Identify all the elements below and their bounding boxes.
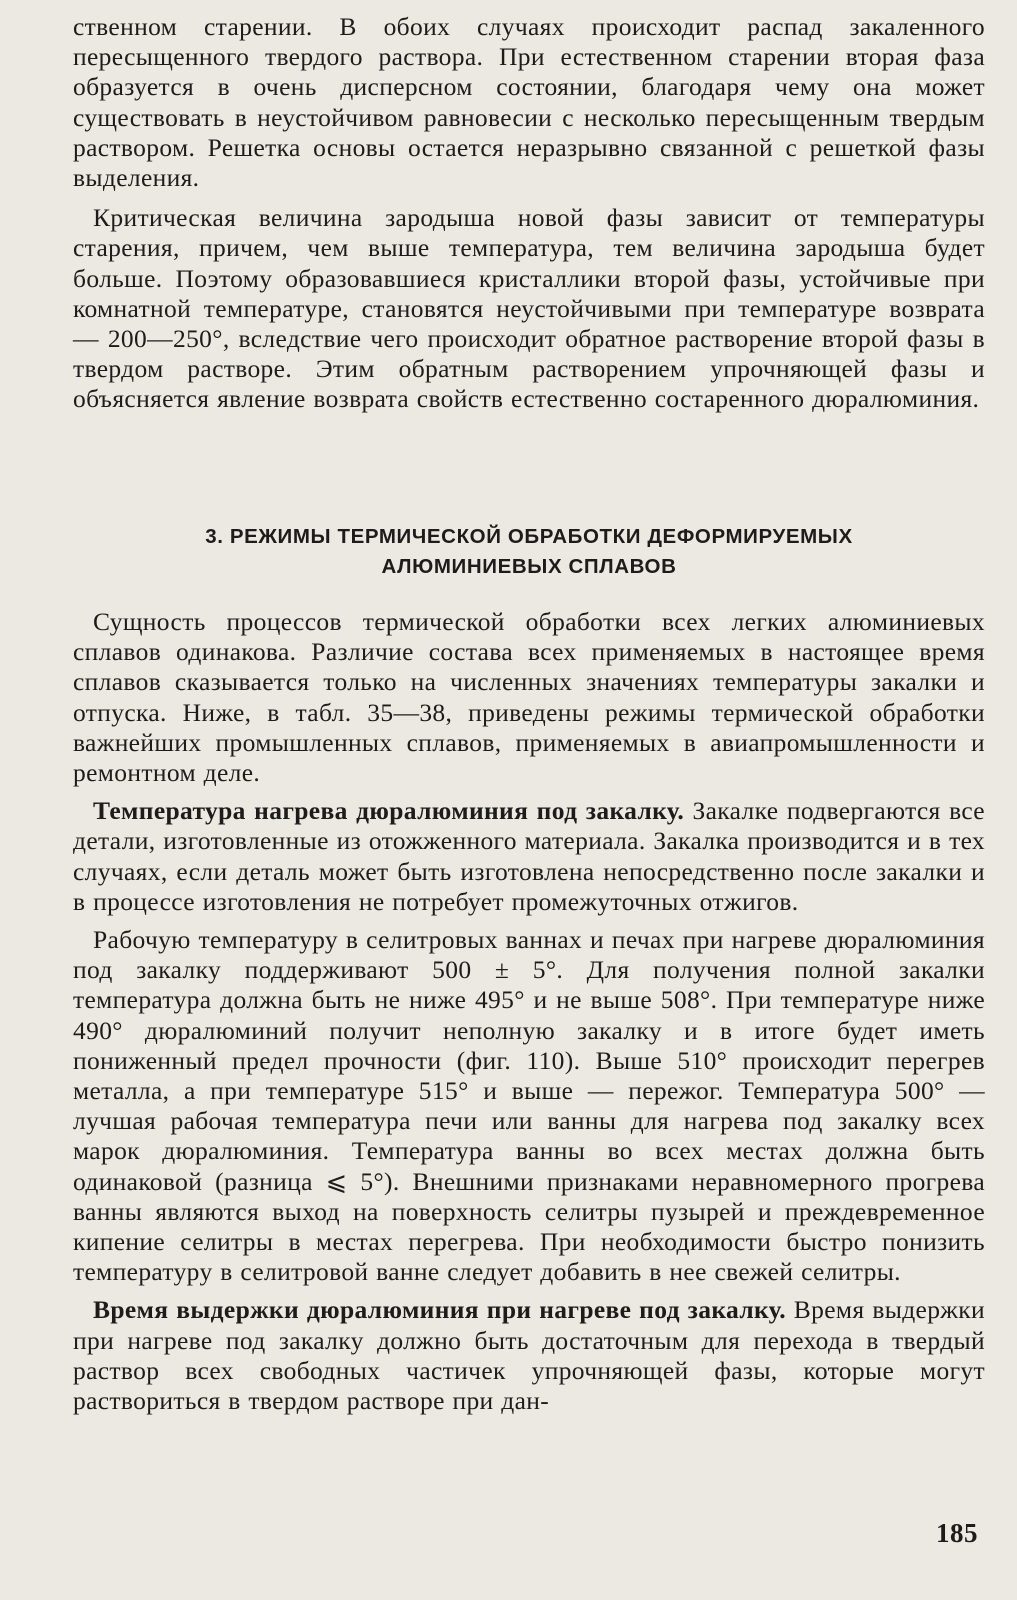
paragraph-2: Критическая величина зародыша новой фазы зависит от температуры старения, причем, чем выше температура, тем величина зародыша будет больше. Поэтому образовавшиеся кристаллики второй фазы, устойчивые при комнатной температуре, становятся неустойчивыми при температуре возврата — 200—250°, вследствие чего происходит обратное растворение второй фазы в твердом растворе. Этим обратным растворением упрочняющей фазы и объясняется явление возврата свойств естественно состаренного дюралюминия.	[73, 203, 985, 414]
page-number: 185	[936, 1518, 978, 1548]
paragraph-4-text: Закалке подвергаются все детали, изготовленные из отожженного материала. Закалка производится и в тех случаях, если деталь может быть изготовлена непосредственно после закалки и в процессе изготовления не потребует промежуточных отжигов.	[73, 796, 985, 916]
section-heading-line-1: 3. РЕЖИМЫ ТЕРМИЧЕСКОЙ ОБРАБОТКИ ДЕФОРМИРУЕМЫХ	[205, 525, 853, 548]
paragraph-4	[73, 796, 985, 917]
paragraph-6-run-in-heading: Время выдержки дюралюминия при нагреве под закалку.	[93, 1295, 786, 1325]
paragraph-6-text: Время выдержки при нагреве под закалку должно быть достаточным для перехода в твердый раствор всех свободных частичек упрочняющей фазы, которые могут раствориться в твердом растворе при дан-	[73, 1295, 985, 1416]
text-block-top	[73, 12, 985, 415]
section-heading-line-2: АЛЮМИНИЕВЫХ СПЛАВОВ	[381, 555, 677, 578]
paragraph-3: Сущность процессов термической обработки всех легких алюминиевых сплавов одинакова. Различие состава всех применяемых в настоящее время сплавов сказывается только на численных значениях температуры закалки и отпуска. Ниже, в табл. 35—38, приведены режимы термической обработки важнейших промышленных сплавов, применяемых в авиапромышленности и ремонтном деле.	[73, 607, 985, 788]
paragraph-4-run-in-heading: Температура нагрева дюралюминия под закалку.	[93, 796, 685, 826]
paragraph-1: ственном старении. В обоих случаях происходит распад закаленного пересыщенного твердого раствора. При естественном старении вторая фаза образуется в очень дисперсном состоянии, благодаря чему она может существовать в неустойчивом равновесии с несколько пересыщенным твердым раствором. Решетка основы остается неразрывно связанной с решеткой фазы выделения.	[73, 12, 985, 193]
paragraph-6	[73, 1295, 985, 1416]
text-block-bottom	[73, 607, 985, 1416]
section-heading	[73, 522, 985, 582]
paragraph-5: Рабочую температуру в селитровых ваннах и печах при нагреве дюралюминия под закалку поддерживают 500 ± 5°. Для получения полной закалки температура должна быть не ниже 495° и не выше 508°. При температуре ниже 490° дюралюминий получит неполную закалку и в итоге будет иметь пониженный предел прочности (фиг. 110). Выше 510° происходит перегрев металла, а при температуре 515° и выше — пережог. Температура 500° — лучшая рабочая температура печи или ванны для нагрева под закалку всех марок дюралюминия. Температура ванны во всех местах должна быть одинаковой (разница ⩽ 5°). Внешними признаками неравномерного прогрева ванны являются выход на поверхность селитры пузырей и преждевременное кипение селитры в местах перегрева. При необходимости быстро понизить температуру в селитровой ванне следует добавить в нее свежей селитры.	[73, 925, 985, 1287]
